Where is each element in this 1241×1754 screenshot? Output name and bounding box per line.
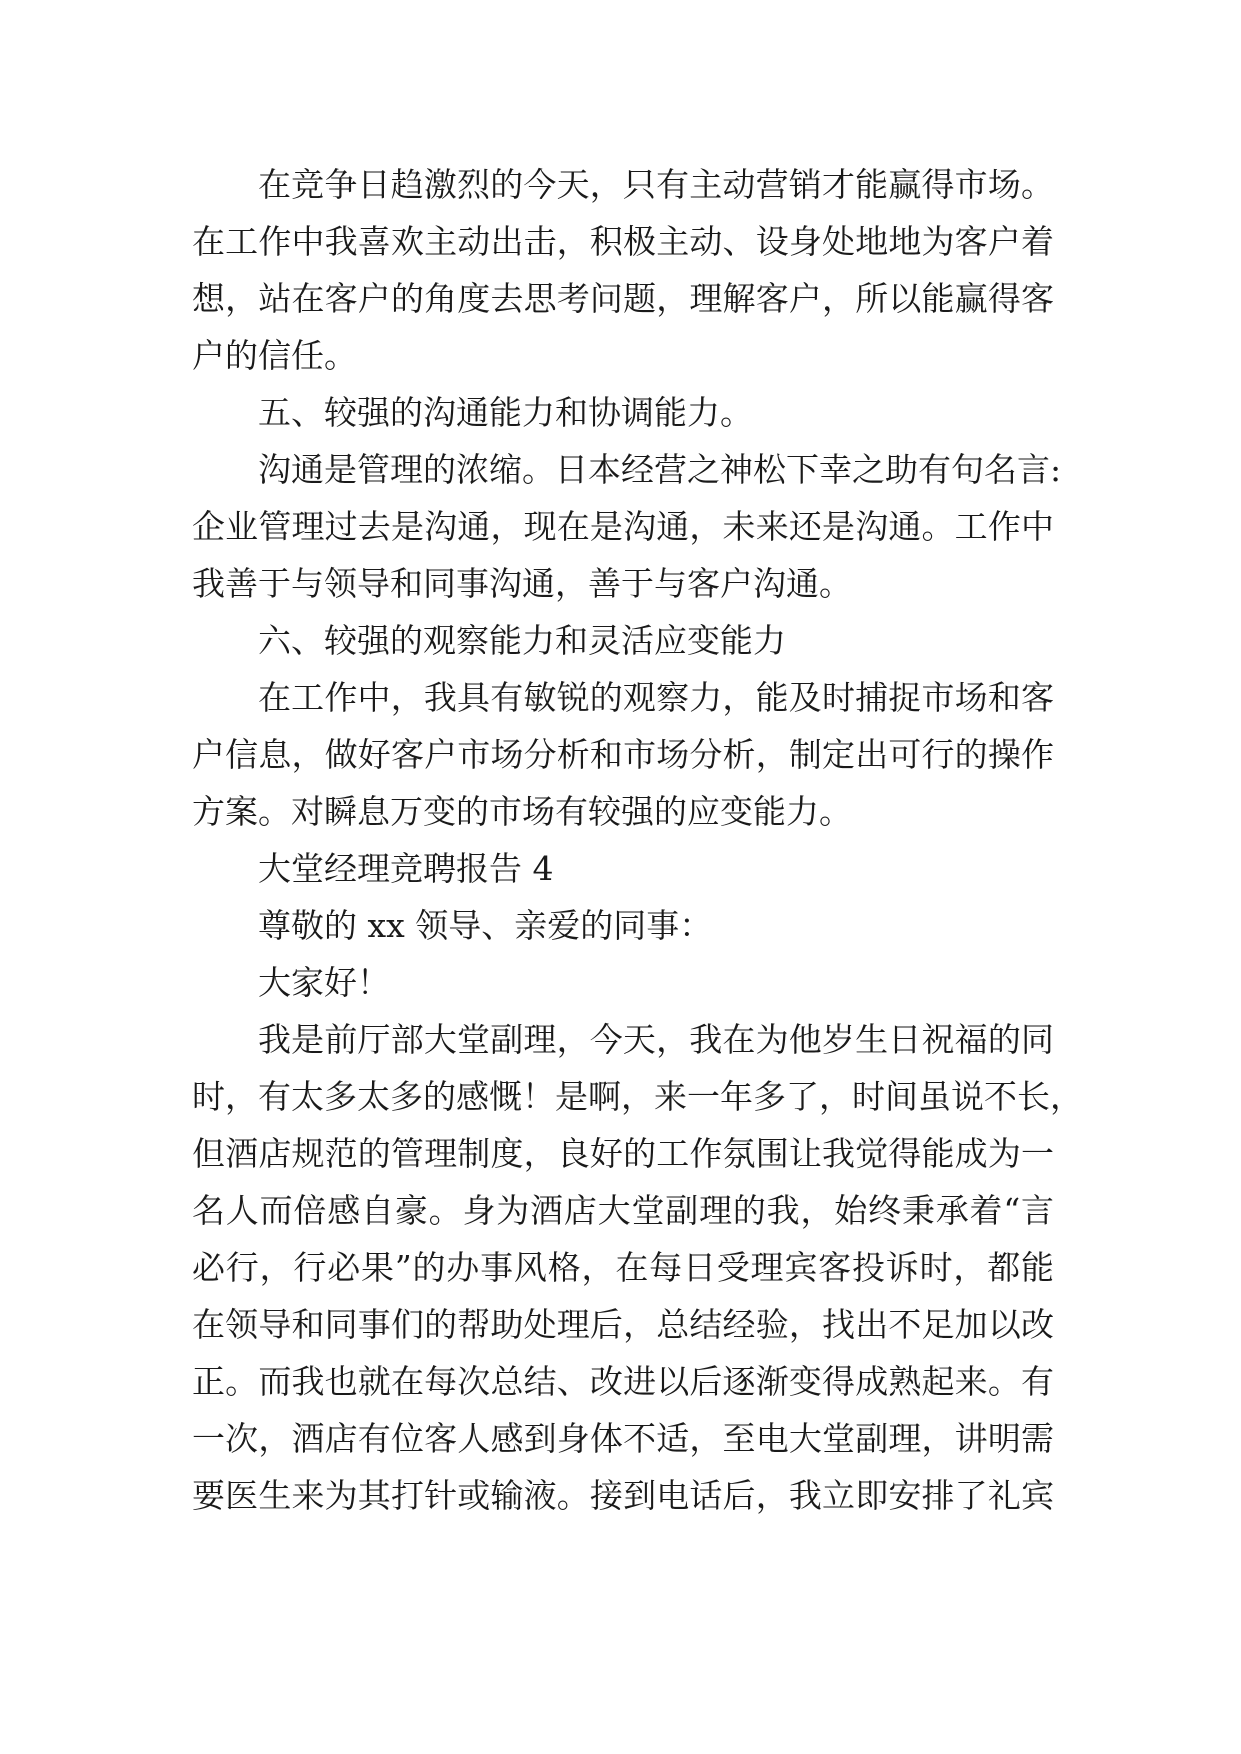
paragraph-line: 户的信任。 — [192, 336, 357, 375]
paragraph-line: 户信息，做好客户市场分析和市场分析，制定出可行的操作 — [192, 735, 1054, 774]
paragraph-line: 沟通是管理的浓缩。日本经营之神松下幸之助有句名言: — [258, 450, 1062, 489]
paragraph-line: 时，有太多太多的感慨！是啊，来一年多了，时间虽说不长， — [192, 1077, 1083, 1116]
paragraph-line: 想，站在客户的角度去思考问题，理解客户，所以能赢得客 — [192, 279, 1054, 318]
paragraph-line: 我善于与领导和同事沟通，善于与客户沟通。 — [192, 564, 852, 603]
paragraph-line: 在工作中，我具有敏锐的观察力，能及时捕捉市场和客 — [258, 678, 1054, 717]
paragraph-line: 一次，酒店有位客人感到身体不适，至电大堂副理，讲明需 — [192, 1419, 1054, 1458]
salutation: 尊敬的 xx 领导、亲爱的同事： — [258, 906, 713, 945]
paragraph-line: 要医生来为其打针或输液。接到电话后，我立即安排了礼宾 — [192, 1476, 1054, 1515]
paragraph-line: 但酒店规范的管理制度，良好的工作氛围让我觉得能成为一 — [192, 1134, 1054, 1173]
paragraph-line: 方案。对瞬息万变的市场有较强的应变能力。 — [192, 792, 852, 831]
paragraph-line: 我是前厅部大堂副理，今天，我在为他岁生日祝福的同 — [258, 1020, 1054, 1059]
paragraph-line: 企业管理过去是沟通，现在是沟通，未来还是沟通。工作中 — [192, 507, 1054, 546]
paragraph-line: 在竞争日趋激烈的今天，只有主动营销才能赢得市场。 — [258, 165, 1054, 204]
section-heading: 五、较强的沟通能力和协调能力。 — [258, 393, 753, 432]
paragraph-line: 在工作中我喜欢主动出击，积极主动、设身处地地为客户着 — [192, 222, 1054, 261]
paragraph-line: 在领导和同事们的帮助处理后，总结经验，找出不足加以改 — [192, 1305, 1054, 1344]
greeting: 大家好！ — [258, 963, 390, 1002]
paragraph-line: 正。而我也就在每次总结、改进以后逐渐变得成熟起来。有 — [192, 1362, 1054, 1401]
paragraph-line: 必行，行必果”的办事风格，在每日受理宾客投诉时，都能 — [192, 1248, 1054, 1287]
section-heading: 六、较强的观察能力和灵活应变能力 — [258, 621, 786, 660]
report-title: 大堂经理竞聘报告 4 — [258, 849, 554, 888]
paragraph-line: 名人而倍感自豪。身为酒店大堂副理的我，始终秉承着“言 — [192, 1191, 1054, 1230]
